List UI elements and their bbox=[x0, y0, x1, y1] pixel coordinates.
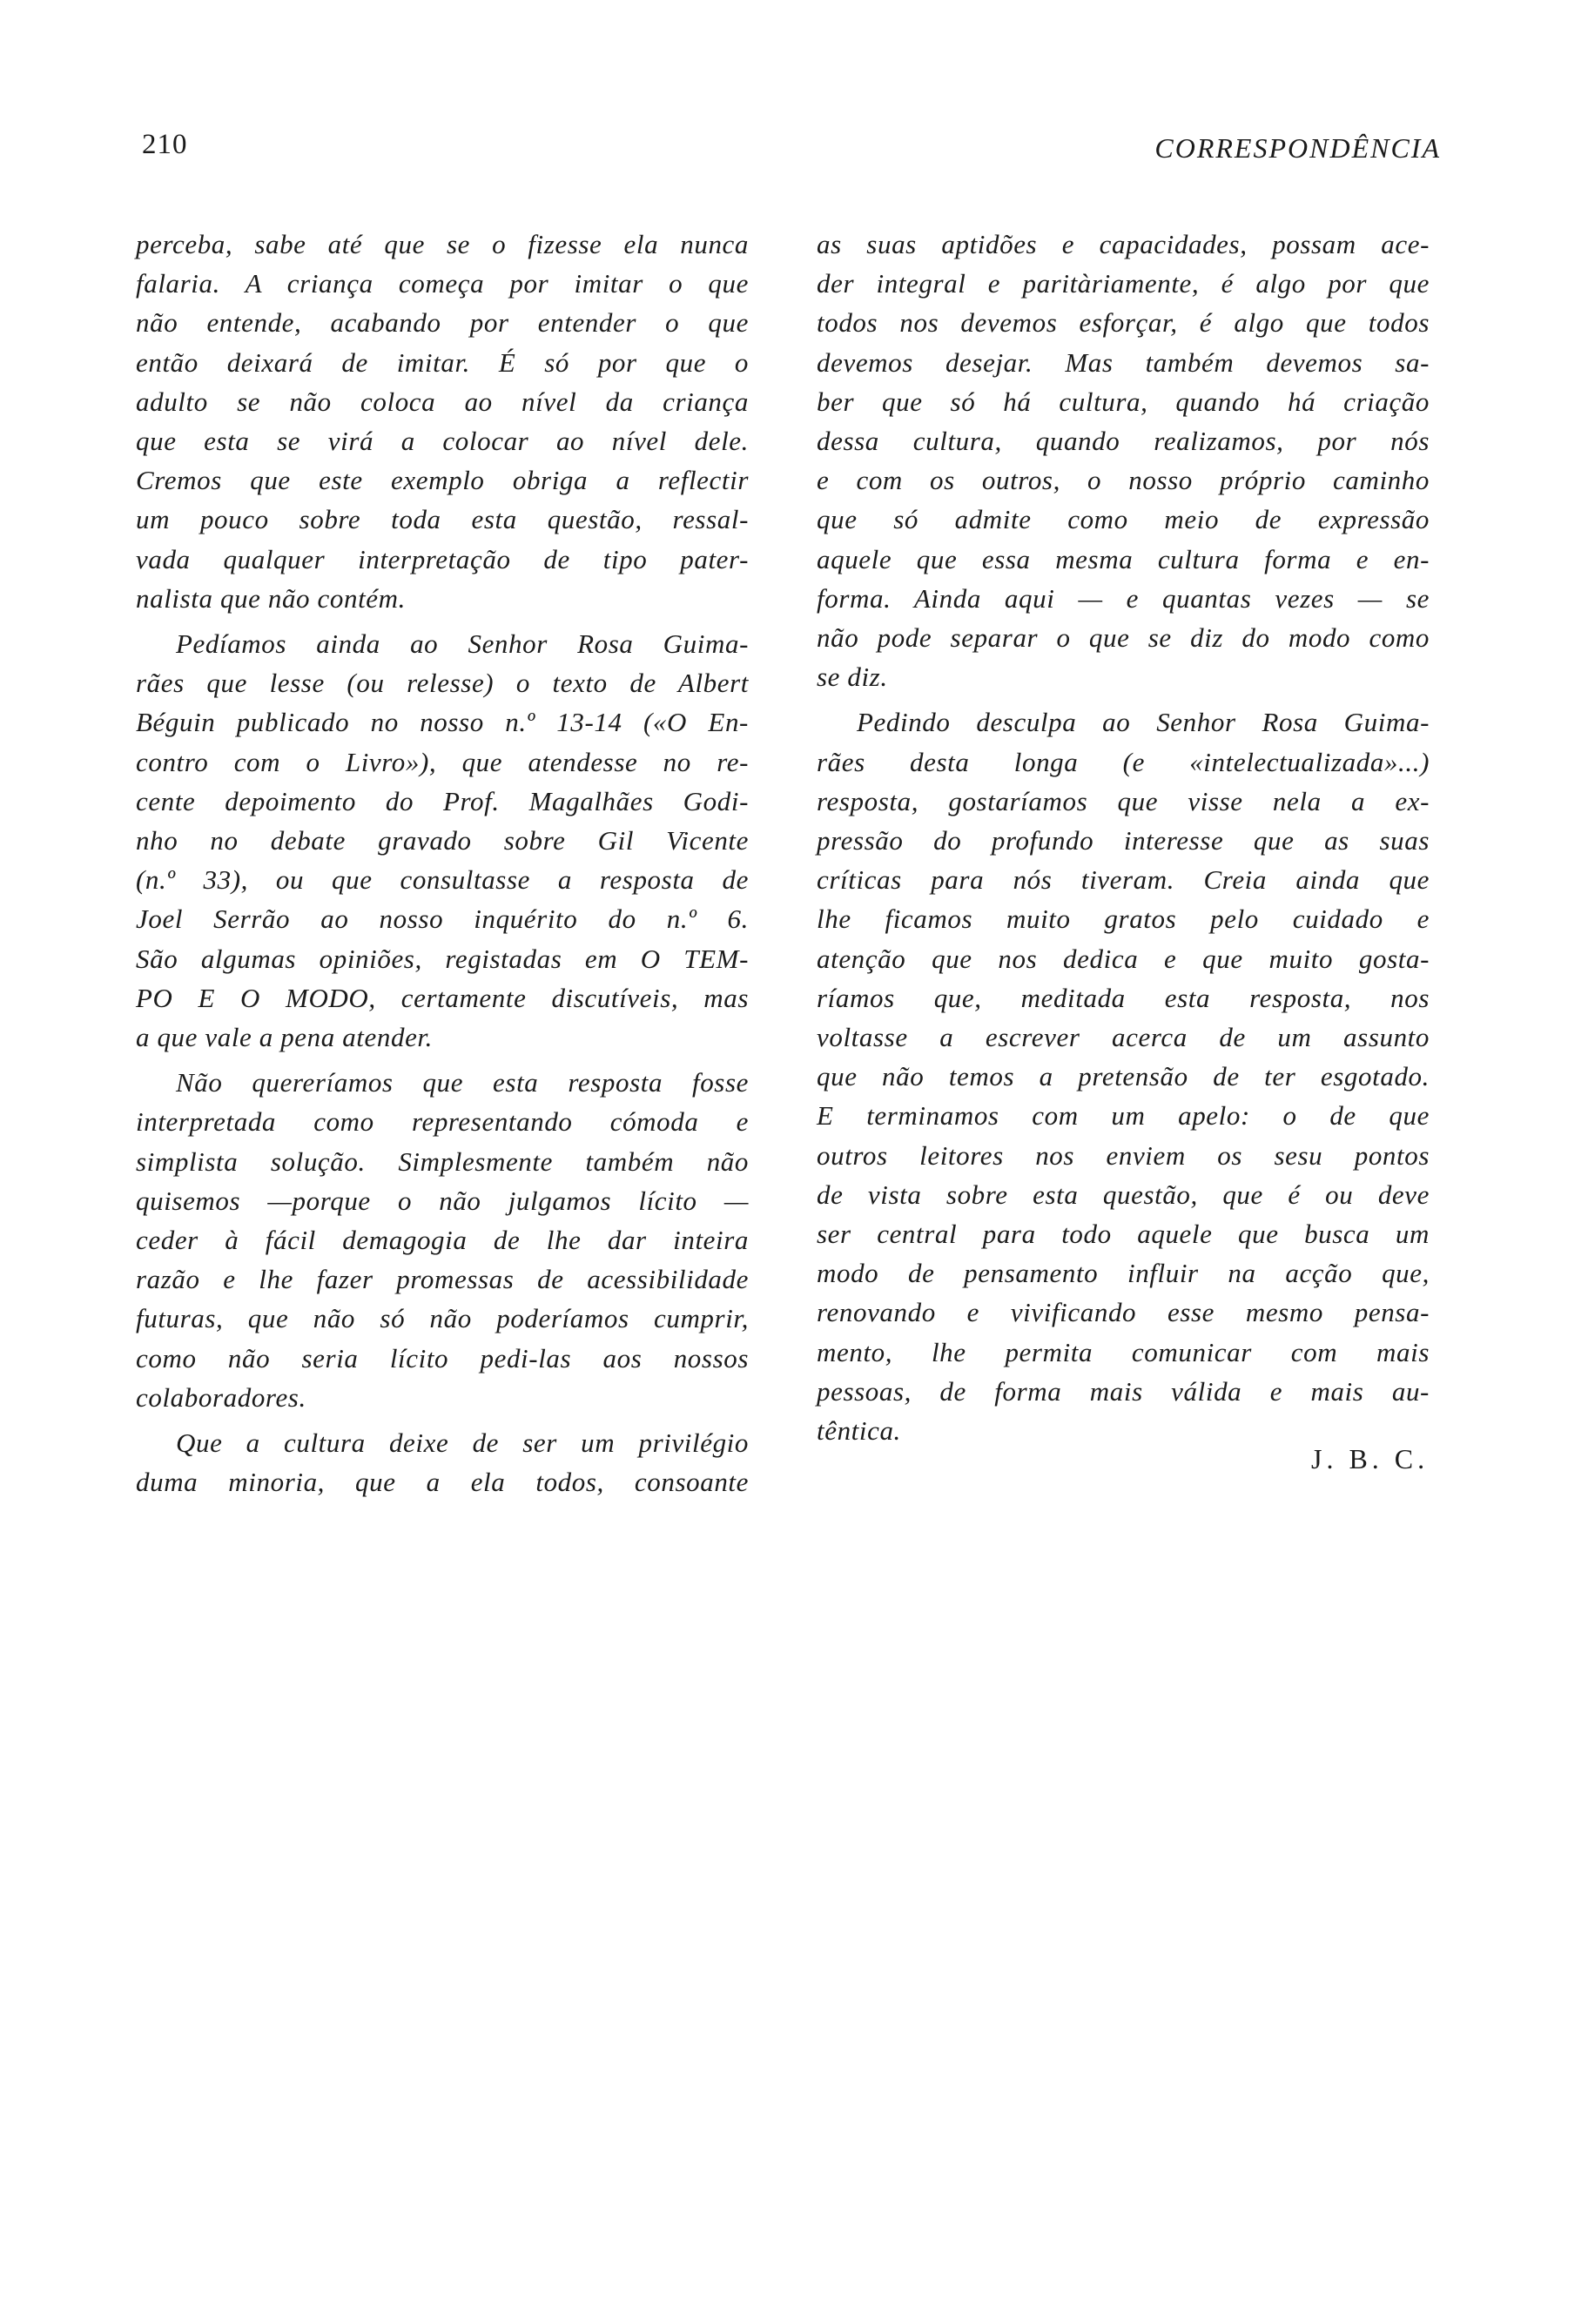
left-column-line: São algumas opiniões, registadas em O TEM- bbox=[136, 943, 749, 974]
right-column-line: dessa cultura, quando realizamos, por nós bbox=[817, 426, 1430, 457]
left-column-line: simplista solução. Simplesmente também não bbox=[136, 1145, 749, 1177]
right-column-line: Pedindo desculpa ao Senhor Rosa Guima- bbox=[857, 707, 1430, 738]
left-column-line: um pouco sobre toda esta questão, ressal- bbox=[136, 504, 749, 535]
right-column-line: der integral e paritàriamente, é algo por que bbox=[817, 268, 1430, 299]
right-column-line: pressão do profundo interesse que as suas bbox=[817, 825, 1430, 856]
left-column-line: duma minoria, que a ela todos, consoante bbox=[136, 1467, 749, 1498]
left-column-line: (n.º 33), ou que consultasse a resposta de bbox=[136, 864, 749, 896]
right-column-line: voltasse a escrever acerca de um assunto bbox=[817, 1022, 1430, 1053]
right-column-line: se diz. bbox=[817, 662, 888, 693]
left-column-line: PO E O MODO, certamente discutíveis, mas bbox=[136, 982, 749, 1013]
left-column-line: nho no debate gravado sobre Gil Vicente bbox=[136, 825, 749, 856]
right-column-line: não pode separar o que se diz do modo como bbox=[817, 622, 1430, 654]
left-column-line: nalista que não contém. bbox=[136, 582, 406, 614]
right-column-line: ber que só há cultura, quando há criação bbox=[817, 386, 1430, 417]
left-column-line: contro com o Livro»), que atendesse no re- bbox=[136, 746, 749, 777]
left-column-line: rães que lesse (ou relesse) o texto de Albert bbox=[136, 668, 749, 699]
right-column-line: outros leitores nos enviem os sesu pontos bbox=[817, 1139, 1430, 1171]
right-column-line: forma. Ainda aqui — e quantas vezes — se bbox=[817, 582, 1430, 614]
right-column-line: todos nos devemos esforçar, é algo que todos bbox=[817, 307, 1430, 339]
left-column-line: vada qualquer interpretação de tipo pater- bbox=[136, 543, 749, 574]
right-column-line: pessoas, de forma mais válida e mais au- bbox=[817, 1375, 1430, 1407]
left-column-line: quisemos —porque o não julgamos lícito — bbox=[136, 1185, 749, 1216]
right-column-line: modo de pensamento influir na acção que, bbox=[817, 1258, 1430, 1289]
right-text-column bbox=[817, 225, 1430, 1450]
left-text-column bbox=[136, 225, 749, 1502]
left-column-line: a que vale a pena atender. bbox=[136, 1022, 434, 1053]
left-column-line: Pedíamos ainda ao Senhor Rosa Guima- bbox=[176, 628, 749, 660]
left-column-line: cente depoimento do Prof. Magalhães Godi- bbox=[136, 785, 749, 816]
right-column-line: mento, lhe permita comunicar com mais bbox=[817, 1336, 1430, 1367]
left-column-line: que esta se virá a colocar ao nível dele. bbox=[136, 426, 749, 457]
right-column-line: aquele que essa mesma cultura forma e en- bbox=[817, 543, 1430, 574]
left-column-line: Béguin publicado no nosso n.º 13-14 («O En- bbox=[136, 707, 749, 738]
right-column-line: as suas aptidões e capacidades, possam ace- bbox=[817, 229, 1430, 259]
left-column-line: razão e lhe fazer promessas de acessibilidade bbox=[136, 1264, 749, 1295]
left-column-line: Não quereríamos que esta resposta fosse bbox=[176, 1067, 749, 1098]
page-number: 210 bbox=[142, 129, 188, 160]
left-column-line: interpretada como representando cómoda e bbox=[136, 1106, 749, 1138]
right-column-line: devemos desejar. Mas também devemos sa- bbox=[817, 346, 1430, 378]
left-column-line: então deixará de imitar. É só por que o bbox=[136, 346, 749, 378]
left-column-line: Joel Serrão ao nosso inquérito do n.º 6. bbox=[136, 903, 749, 935]
running-head: CORRESPONDÊNCIA bbox=[1154, 132, 1441, 164]
right-column-line: de vista sobre esta questão, que é ou deve bbox=[817, 1179, 1430, 1210]
right-column-line: rães desta longa (e «intelectualizada»...) bbox=[817, 746, 1430, 777]
left-column-line: falaria. A criança começa por imitar o que bbox=[136, 268, 749, 299]
author-signature: J. B. C. bbox=[1311, 1443, 1430, 1474]
right-column-line: lhe ficamos muito gratos pelo cuidado e bbox=[817, 903, 1430, 935]
left-column-line: futuras, que não só não poderíamos cumprir, bbox=[136, 1303, 749, 1334]
left-column-line: perceba, sabe até que se o fizesse ela nunca bbox=[136, 229, 749, 259]
right-column-line: e com os outros, o nosso próprio caminho bbox=[817, 465, 1430, 496]
right-column-line: E terminamos com um apelo: o de que bbox=[817, 1100, 1430, 1132]
right-column-line: têntica. bbox=[817, 1415, 901, 1447]
right-column-line: ser central para todo aquele que busca um bbox=[817, 1219, 1430, 1250]
right-column-line: atenção que nos dedica e que muito gosta- bbox=[817, 943, 1430, 974]
right-column-line: que não temos a pretensão de ter esgotado. bbox=[817, 1061, 1430, 1092]
left-column-line: como não seria lícito pedi-las aos nossos bbox=[136, 1342, 749, 1374]
right-column-line: renovando e vivificando esse mesmo pensa- bbox=[817, 1297, 1430, 1328]
left-column-line: ceder à fácil demagogia de lhe dar inteira bbox=[136, 1225, 749, 1256]
left-column-line: adulto se não coloca ao nível da criança bbox=[136, 386, 749, 417]
right-column-line: que só admite como meio de expressão bbox=[817, 504, 1430, 535]
left-column-line: Cremos que este exemplo obriga a reflectir bbox=[136, 465, 749, 496]
left-column-line: não entende, acabando por entender o que bbox=[136, 307, 749, 339]
right-column-line: resposta, gostaríamos que visse nela a ex- bbox=[817, 785, 1430, 816]
left-column-line: colaboradores. bbox=[136, 1381, 306, 1413]
right-column-line: críticas para nós tiveram. Creia ainda que bbox=[817, 864, 1430, 896]
left-column-line: Que a cultura deixe de ser um privilégio bbox=[176, 1427, 749, 1459]
right-column-line: ríamos que, meditada esta resposta, nos bbox=[817, 982, 1430, 1013]
